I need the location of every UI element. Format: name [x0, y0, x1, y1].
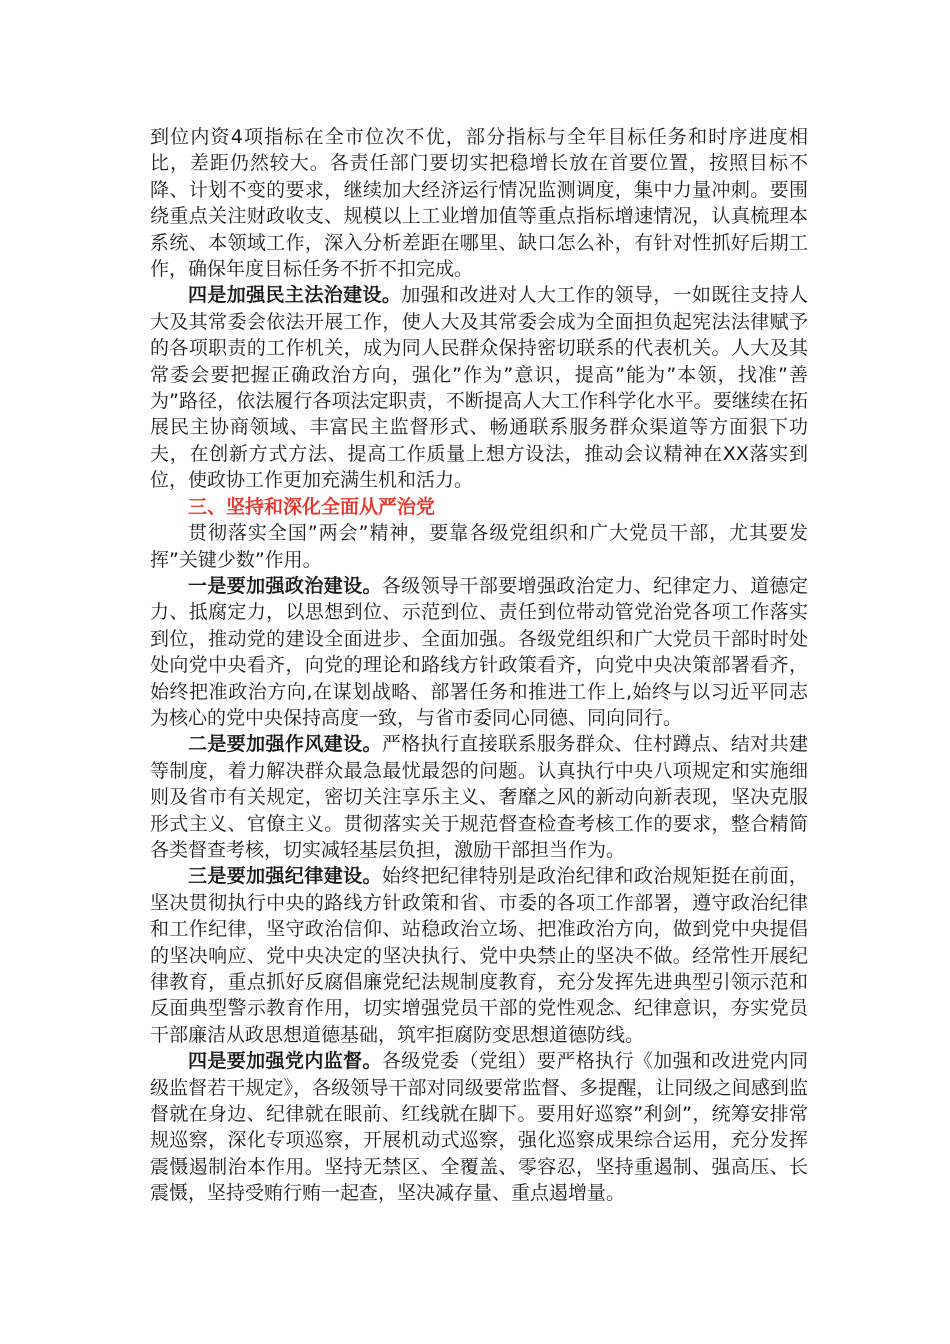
paragraph-political-construction — [150, 573, 808, 731]
section-heading: 三、坚持和深化全面从严治党 — [188, 495, 436, 518]
paragraph-work-style — [150, 731, 808, 863]
paragraph-text: 严格执行直接联系服务群众、住村蹲点、结对共建等制度，着力解决群众最急最忧最怨的问题。认真执行中央八项规定和实施细则及省市有关规定，密切关注享乐主义、奢靡之风的新动向新表现，坚决克服形式主义、官僚主义。贯彻落实关于规范督查检查考核工作的要求，整合精简各类督查考核，切实减轻基层负担，激励干部担当作为。 — [150, 733, 808, 861]
paragraph-text: 各级领导干部要增强政治定力、纪律定力、道德定力、抵腐定力，以思想到位、示范到位、责任到位带动管党治党各项工作落实到位，推动党的建设全面进步、全面加强。各级党组织和广大党员干部时时处处向党中央看齐，向党的理论和路线方针政策看齐，向党中央决策部署看齐，始终把准政治方向,在谋划战略、部署任务和推进工作上,始终与以习近平同志为核心的党中央保持高度一致，与省市委同心同德、同向同行。 — [150, 574, 808, 729]
paragraph-lead: 三是要加强纪律建设。 — [188, 865, 382, 888]
paragraph-continuation — [150, 124, 808, 282]
paragraph-text: 贯彻落实全国”两会”精神，要靠各级党组织和广大党员干部，尤其要发挥”关键少数”作用。 — [150, 522, 808, 571]
paragraph-lead: 二是要加强作风建设。 — [188, 733, 382, 756]
paragraph-democracy-rule-of-law — [150, 282, 808, 493]
paragraph-text: 始终把纪律特别是政治纪律和政治规矩挺在前面，坚决贯彻执行中央的路线方针政策和省、市委的各项工作部署，遵守政治纪律和工作纪律，坚守政治信仰、站稳政治立场、把准政治方向，做到党中央提倡的坚决响应、党中央决定的坚决执行、党中央禁止的坚决不做。经常性开展纪律教育，重点抓好反腐倡廉党纪法规制度教育，充分发挥先进典型引领示范和反面典型警示教育作用，切实增强党员干部的党性观念、纪律意识，夯实党员干部廉洁从政思想道德基础，筑牢拒腐防变思想道德防线。 — [150, 865, 808, 1046]
paragraph-text: 到位内资4项指标在全市位次不优，部分指标与全年目标任务和时序进度相比，差距仍然较大。各责任部门要切实把稳增长放在首要位置，按照目标不降、计划不变的要求，继续加大经济运行情况监测调度，集中力量冲刺。要围绕重点关注财政收支、规模以上工业增加值等重点指标增速情况，认真梳理本系统、本领域工作，深入分析差距在哪里、缺口怎么补，有针对性抓好后期工作，确保年度目标任务不折不扣完成。 — [150, 126, 808, 281]
paragraph-lead: 四是要加强党内监督。 — [188, 1050, 382, 1073]
paragraph-discipline — [150, 863, 808, 1048]
paragraph-supervision — [150, 1048, 808, 1206]
paragraph-lead: 一是要加强政治建设。 — [188, 574, 382, 597]
document-page — [150, 124, 808, 1207]
paragraph-text: 加强和改进对人大工作的领导，一如既往支持人大及其常委会依法开展工作，使人大及其常委会成为全面担负起宪法法律赋予的各项职责的工作机关，成为同人民群众保持密切联系的代表机关。人大及其常委会要把握正确政治方向，强化”作为”意识，提高”能为”本领，找准”善为”路径，依法履行各项法定职责，不断提高人大工作科学化水平。要继续在拓展民主协商领域、丰富民主监督形式、畅通联系服务群众渠道等方面狠下功夫，在创新方式方法、提高工作质量上想方设法，推动会议精神在XX落实到位，使政协工作更加充满生机和活力。 — [150, 284, 808, 492]
paragraph-lead: 四是加强民主法治建设。 — [188, 284, 402, 307]
paragraph-two-sessions — [150, 520, 808, 573]
paragraph-text: 各级党委（党组）要严格执行《加强和改进党内同级监督若干规定》，各级领导干部对同级要常监督、多提醒，让同级之间感到监督就在身边、纪律就在眼前、红线就在脚下。要用好巡察”利剑”，统筹安排常规巡察，深化专项巡察，开展机动式巡察，强化巡察成果综合运用，充分发挥震慑遏制治本作用。坚持无禁区、全覆盖、零容忍，坚持重遏制、强高压、长震慑，坚持受贿行贿一起查，坚决减存量、重点遏增量。 — [150, 1050, 808, 1205]
